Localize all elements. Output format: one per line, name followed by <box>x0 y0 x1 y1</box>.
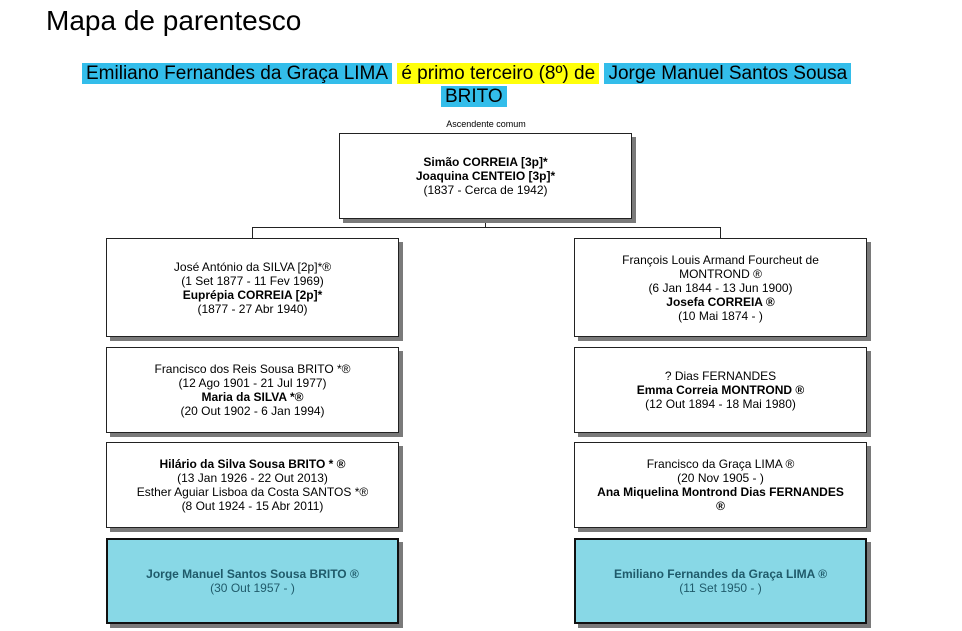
connector-horizontal <box>252 227 721 228</box>
common-ancestor-1: Simão CORREIA [3p]* <box>423 155 548 169</box>
common-ancestor-label: Ascendente comum <box>446 119 526 129</box>
left-gen-1-person: José António da SILVA [2p]*® <box>173 259 332 274</box>
left-gen-2-spouse-dates: (20 Out 1902 - 6 Jan 1994) <box>180 404 325 418</box>
right-gen-1-spouse-dates: (10 Mai 1874 - ) <box>678 308 763 323</box>
common-ancestor-2: Joaquina CENTEIO [3p]* <box>415 169 556 183</box>
page-title: Mapa de parentesco <box>46 5 302 36</box>
left-final-person: Jorge Manuel Santos Sousa BRITO ® <box>146 567 359 581</box>
left-gen-2-person: Francisco dos Reis Sousa BRITO *® <box>154 362 351 376</box>
right-gen-1-person-cont: MONTROND ® <box>679 266 762 281</box>
person-b-name-part1: Jorge Manuel Santos Sousa <box>604 63 851 84</box>
relationship-line <box>82 62 851 86</box>
left-final-dates: (30 Out 1957 - ) <box>210 581 295 595</box>
right-gen-2-spouse: Emma Correia MONTROND ® <box>636 383 805 397</box>
left-gen-3-person: Hilário da Silva Sousa BRITO * ® <box>159 457 346 471</box>
left-gen-1-spouse-dates: (1877 - 27 Abr 1940) <box>197 301 308 316</box>
left-gen-1-dates: (1 Set 1877 - 11 Fev 1969) <box>181 273 324 288</box>
right-gen-1-spouse: Josefa CORREIA ® <box>666 294 775 309</box>
right-gen-3-dates: (20 Nov 1905 - ) <box>677 471 764 485</box>
left-gen-2-dates: (12 Ago 1901 - 21 Jul 1977) <box>178 376 327 390</box>
left-gen-3-box[interactable] <box>106 442 399 528</box>
right-final-person: Emiliano Fernandes da Graça LIMA ® <box>613 567 828 581</box>
relationship-text: é primo terceiro (8º) de <box>397 63 599 84</box>
left-gen-2-spouse: Maria da SILVA *® <box>201 390 304 404</box>
right-gen-2-person: ? Dias FERNANDES <box>664 369 777 383</box>
connector-right-down <box>720 227 721 238</box>
connector-left-down <box>252 227 253 238</box>
right-gen-3-person: Francisco da Graça LIMA ® <box>646 457 795 471</box>
right-gen-3-spouse: Ana Miquelina Montrond Dias FERNANDES <box>597 485 844 499</box>
left-gen-1-spouse: Euprépia CORREIA [2p]* <box>182 287 323 302</box>
person-b-name-part2: BRITO <box>441 86 507 107</box>
left-gen-2-box[interactable] <box>106 347 399 433</box>
connector-common-down <box>485 219 486 227</box>
right-final-box[interactable] <box>574 538 867 624</box>
common-ancestor-dates: (1837 - Cerca de 1942) <box>423 183 548 197</box>
left-final-box[interactable] <box>106 538 399 624</box>
right-final-dates: (11 Set 1950 - ) <box>679 581 762 595</box>
right-gen-1-person: François Louis Armand Fourcheut de <box>622 252 819 267</box>
right-gen-3-box[interactable] <box>574 442 867 528</box>
right-gen-3-spouse-mark: ® <box>716 499 725 513</box>
person-a-name: Emiliano Fernandes da Graça LIMA <box>82 63 392 84</box>
left-gen-1-box[interactable] <box>106 238 399 337</box>
left-gen-3-spouse: Esther Aguiar Lisboa da Costa SANTOS *® <box>136 485 369 499</box>
left-gen-3-dates: (13 Jan 1926 - 22 Out 2013) <box>177 471 328 485</box>
right-gen-1-box[interactable] <box>574 238 867 337</box>
common-ancestor-box[interactable] <box>339 133 632 219</box>
right-gen-2-box[interactable] <box>574 347 867 433</box>
left-gen-3-spouse-dates: (8 Out 1924 - 15 Abr 2011) <box>181 499 324 513</box>
right-gen-1-dates: (6 Jan 1844 - 13 Jun 1900) <box>648 280 793 295</box>
right-gen-2-spouse-dates: (12 Out 1894 - 18 Mai 1980) <box>645 397 796 411</box>
